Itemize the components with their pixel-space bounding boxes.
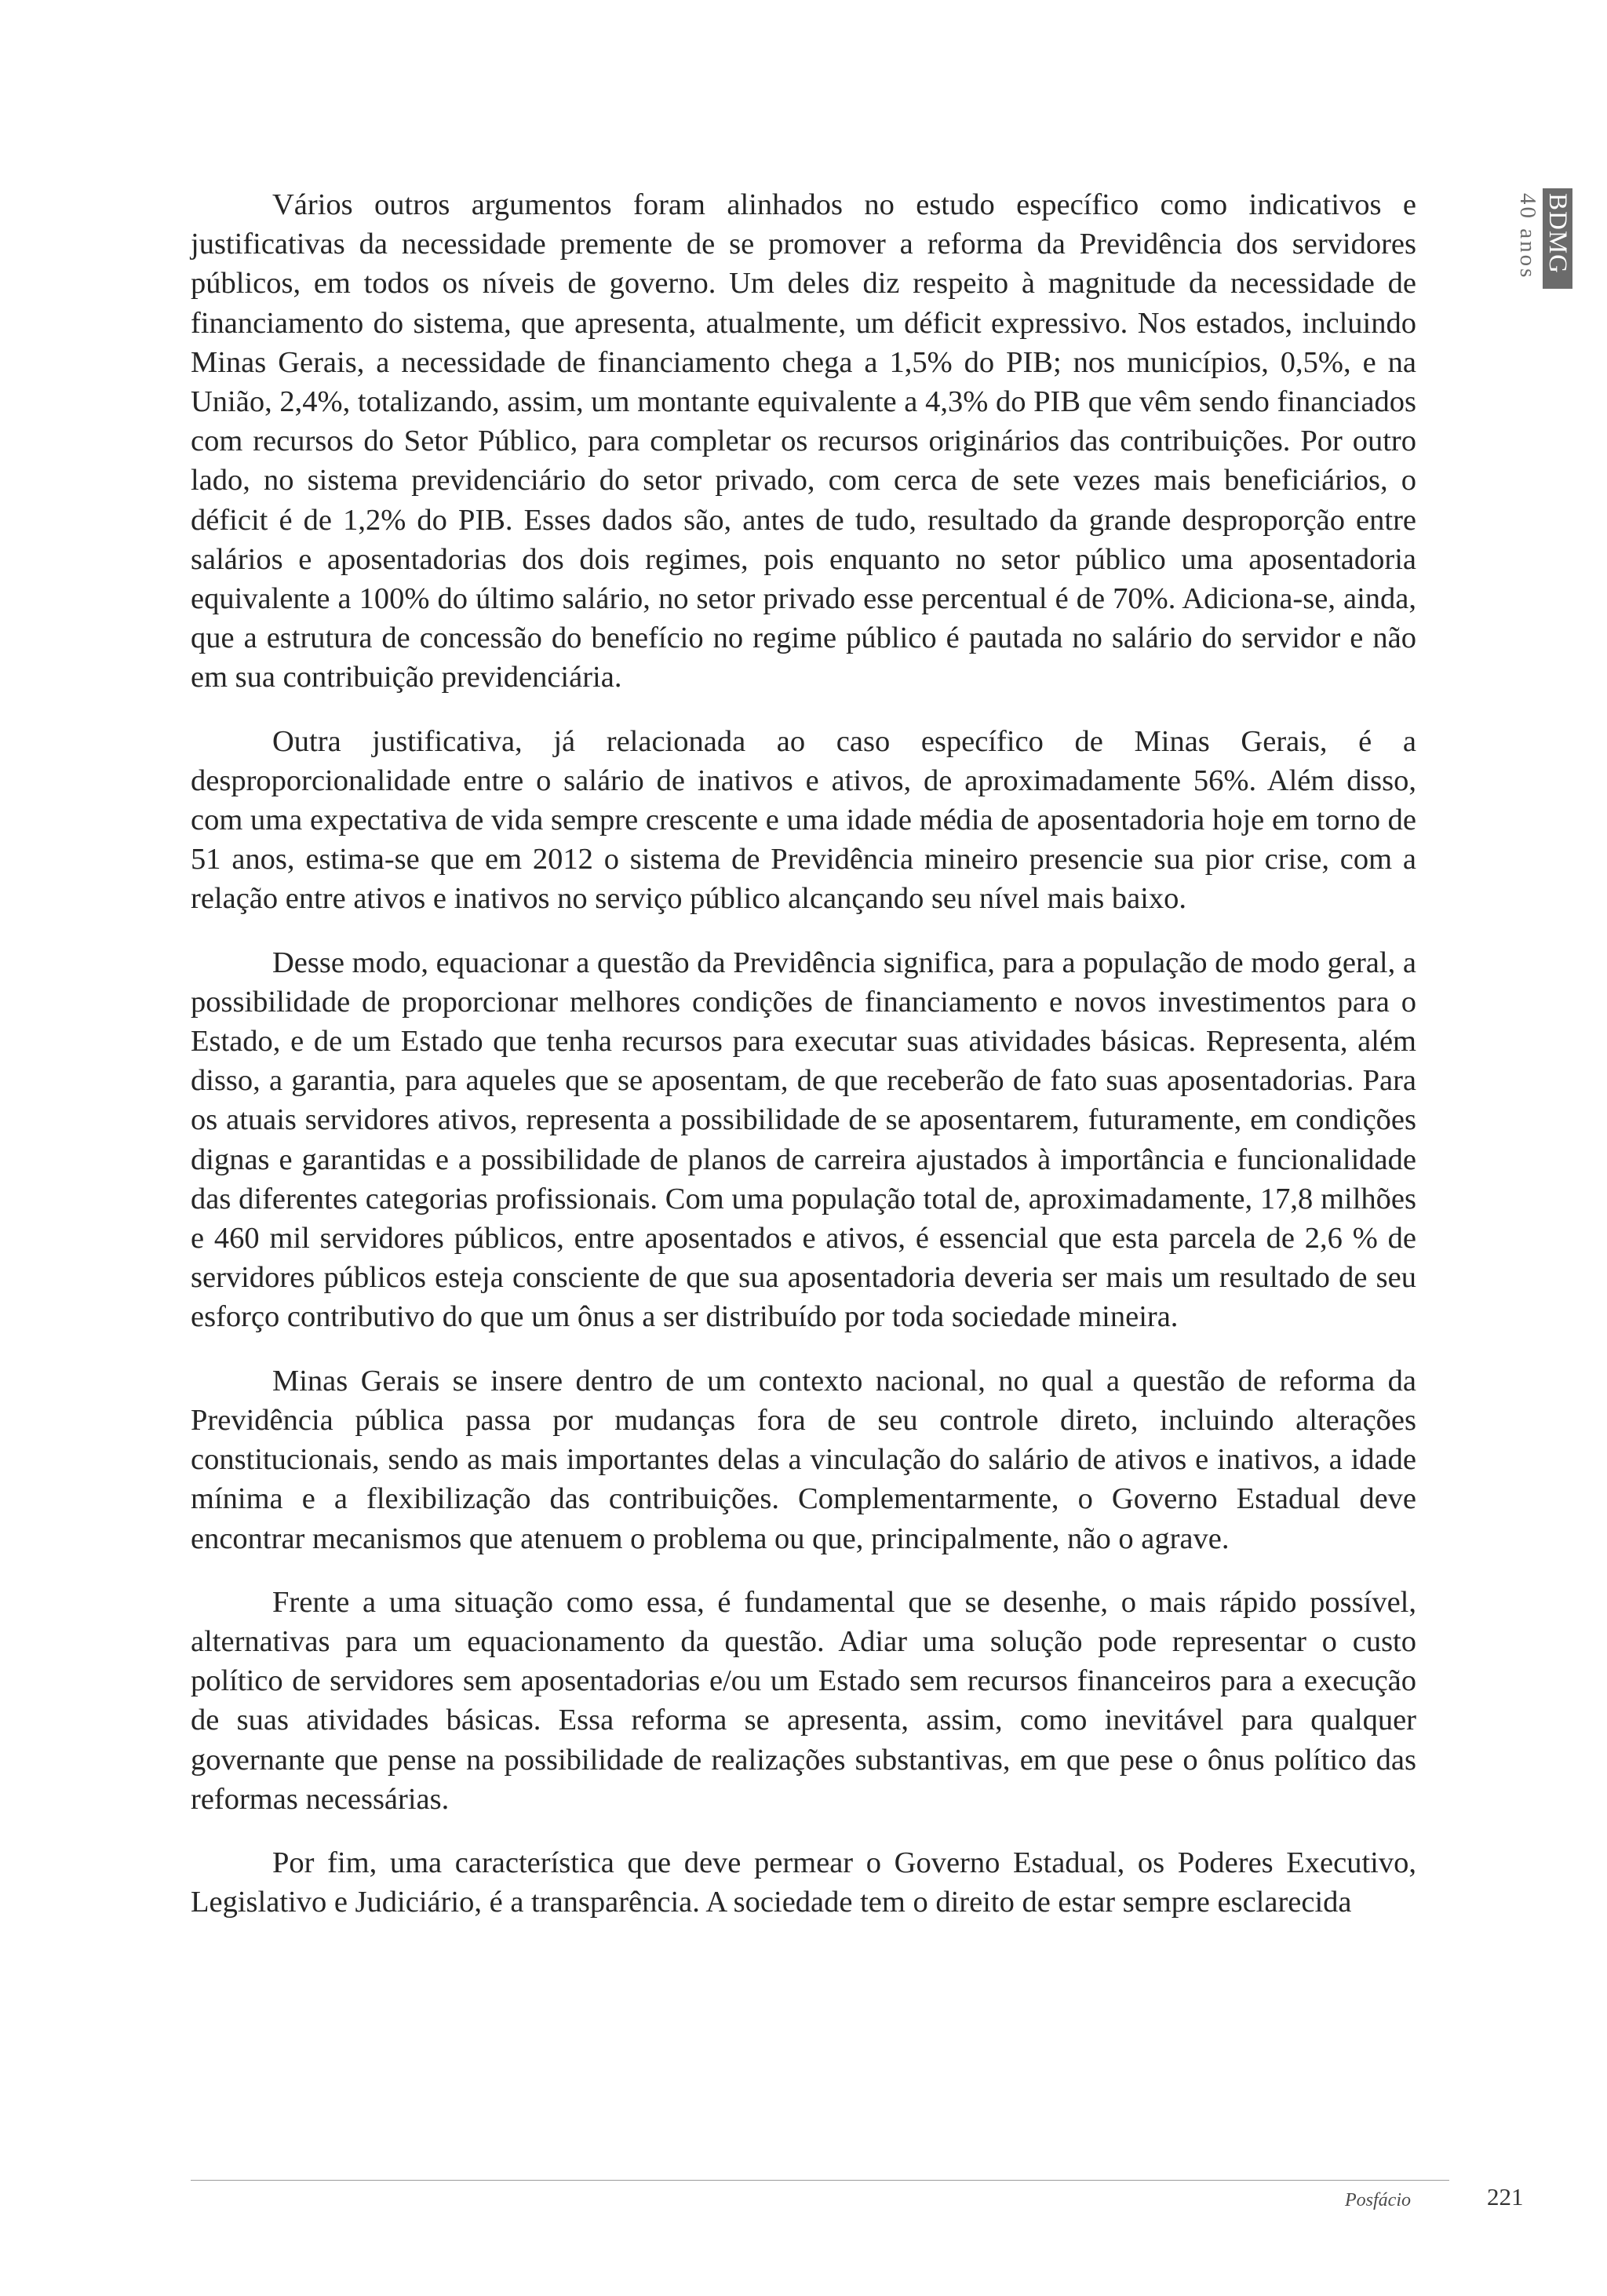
paragraph-5: Frente a uma situação como essa, é fundamental que se desenhe, o mais rápido possível, alternativas para um equacionamento da questão. Adiar uma solução pode representar o custo político de servidores sem aposentadorias e/ou um Estado sem recursos financeiros para a execução de suas atividades básicas. Essa reforma se apresenta, assim, como inevitável para qualquer governante que pense na possibilidade de realizações substantivas, em que pese o ônus político das reformas necessárias.	[191, 1585, 1416, 1816]
paragraph-6: Por fim, uma característica que deve permear o Governo Estadual, os Poderes Executivo, Legislativo e Judiciário, é a transparência. A sociedade tem o direito de estar sempre esclarecida	[191, 1846, 1416, 1919]
paragraph-2: Outra justificativa, já relacionada ao caso específico de Minas Gerais, é a desproporcionalidade entre o salário de inativos e ativos, de aproximadamente 56%. Além disso, com uma expectativa de vida sempre crescente e uma idade média de aposentadoria hoje em torno de 51 anos, estima-se que em 2012 o sistema de Previdência mineiro presencie sua pior crise, com a relação entre ativos e inativos no serviço público alcançando seu nível mais baixo.	[191, 724, 1416, 916]
paragraph-1: Vários outros argumentos foram alinhados no estudo específico como indicativos e justificativas da necessidade premente de se promover a reforma da Previdência dos servidores públicos, em todos os níveis de governo. Um deles diz respeito à magnitude da necessidade de financiamento do sistema, que apresenta, atualmente, um déficit expressivo. Nos estados, incluindo Minas Gerais, a necessidade de financiamento chega a 1,5% do PIB; nos municípios, 0,5%, e na União, 2,4%, totalizando, assim, um montante equivalente a 4,3% do PIB que vêm sendo financiados com recursos do Setor Público, para completar os recursos originários das contribuições. Por outro lado, no sistema previdenciário do setor privado, com cerca de sete vezes mais beneficiários, o déficit é de 1,2% do PIB. Esses dados são, antes de tudo, resultado da grande desproporção entre salários e aposentadorias dos dois regimes, pois enquanto no setor público uma aposentadoria equivalente a 100% do último salário, no setor privado esse percentual é de 70%. Adiciona-se, ainda, que a estrutura de concessão do benefício no regime público é pautada no salário do servidor e não em sua contribuição previdenciária.	[191, 188, 1416, 694]
side-tab	[1513, 188, 1572, 289]
brand-label: BDMG	[1543, 188, 1572, 289]
paragraph-3: Desse modo, equacionar a questão da Previdência significa, para a população de modo geral, a possibilidade de proporcionar melhores condições de financiamento e novos investimentos para o Estado, e de um Estado que tenha recursos para executar suas atividades básicas. Representa, além disso, a garantia, para aqueles que se aposentam, de que receberão de fato suas aposentadorias. Para os atuais servidores ativos, representa a possibilidade de se aposentarem, futuramente, em condições dignas e garantidas e a possibilidade de planos de carreira ajustados à importância e funcionalidade das diferentes categorias profissionais. Com uma população total de, aproximadamente, 17,8 milhões e 460 mil servidores públicos, entre aposentados e ativos, é essencial que esta parcela de 2,6 % de servidores públicos esteja consciente de que sua aposentadoria deveria ser mais um resultado de seu esforço contributivo do que um ônus a ser distribuído por toda sociedade mineira.	[191, 946, 1416, 1334]
footer-rule	[191, 2180, 1449, 2181]
body-text	[191, 185, 1416, 1946]
paragraph-4: Minas Gerais se insere dentro de um contexto nacional, no qual a questão de reforma da Previdência pública passa por mudanças fora de seu controle direto, incluindo alterações constitucionais, sendo as mais importantes delas a vinculação do salário de ativos e inativos, a idade mínima e a flexibilização das contribuições. Complementarmente, o Governo Estadual deve encontrar mecanismos que atenuem o problema ou que, principalmente, não o agrave.	[191, 1364, 1416, 1555]
page-number: 221	[1487, 2183, 1524, 2210]
side-tab-rotated	[1513, 188, 1572, 289]
footer-section-title: Posfácio	[1345, 2190, 1411, 2210]
brand-subtitle: 40 anos	[1515, 193, 1540, 280]
